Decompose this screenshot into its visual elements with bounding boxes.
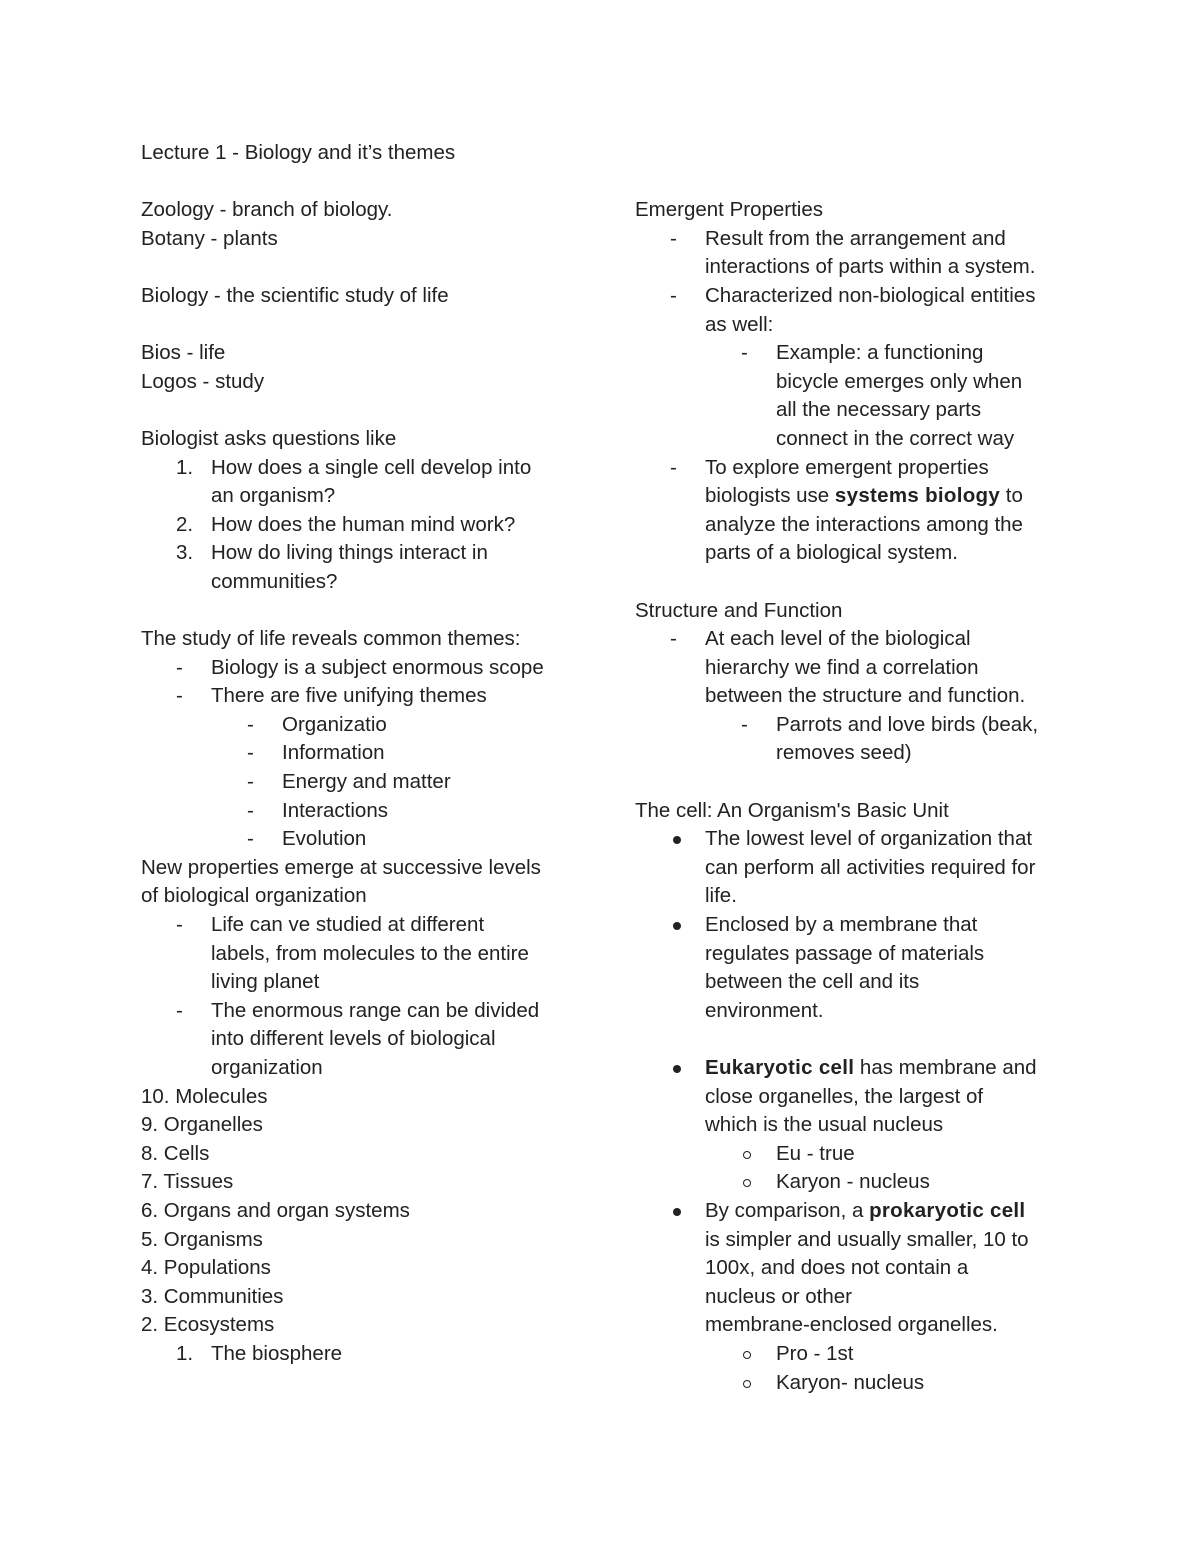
theme-item: - Organizatio [247, 712, 387, 736]
level-item: 6. Organs and organ systems [141, 1198, 410, 1222]
bullet-item: The lowest level of organization that [635, 825, 1075, 854]
biosphere-item: 1. The biosphere [176, 1341, 343, 1365]
sub-list-item-continuation: connect in the correct way [776, 426, 1015, 450]
list-item-continuation: an organism? [211, 484, 336, 508]
level-item: 2. Ecosystems [141, 1313, 275, 1337]
sub-list-item: - Parrots and love birds (beak, [741, 712, 1039, 736]
left-column [141, 139, 581, 1369]
list-item-continuation: hierarchy we find a correlation [705, 655, 979, 679]
bullet-circle-icon [743, 1380, 751, 1388]
bullet-item-continuation: which is the usual nucleus [705, 1113, 944, 1137]
levels-intro: New properties emerge at successive levels [141, 855, 541, 879]
bullet-item: By comparison, a prokaryotic cell [635, 1197, 1075, 1226]
bullet-disc-icon [673, 1065, 681, 1073]
sub-bullet-item: Pro - 1st [635, 1340, 1075, 1369]
sub-list-item: - Example: a functioning [741, 341, 984, 365]
bullet-item: Enclosed by a membrane that [635, 911, 1075, 940]
list-item: - To explore emergent properties [670, 455, 989, 479]
list-item-continuation: between the structure and function. [705, 684, 1026, 708]
list-item-continuation: living planet [211, 970, 320, 994]
list-item-continuation: organization [211, 1056, 323, 1079]
list-item-continuation: analyze the interactions among the [705, 512, 1023, 536]
bullet-item-continuation: 100x, and does not contain a [705, 1256, 969, 1280]
bullet-circle-icon [743, 1179, 751, 1187]
sub-bullet-item: Karyon- nucleus [635, 1369, 1075, 1398]
theme-item: - Interactions [247, 798, 388, 822]
bullet-item-continuation: life. [705, 884, 737, 908]
bios-line: Bios - life [141, 341, 226, 365]
list-item: - Result from the arrangement and [670, 226, 1006, 250]
sub-bullet-item: Eu - true [635, 1140, 1075, 1169]
right-column [635, 139, 1075, 1397]
sub-list-item-continuation: bicycle emerges only when [776, 369, 1023, 393]
bullet-item-continuation: between the cell and its [705, 970, 920, 994]
theme-item: - Evolution [247, 827, 367, 851]
systems-biology-term: systems biology [834, 484, 1001, 508]
sub-bullet-item: Karyon - nucleus [635, 1168, 1075, 1197]
bullet-item-continuation: can perform all activities required for [705, 855, 1036, 879]
list-item-continuation: labels, from molecules to the entire [211, 941, 529, 965]
bullet-circle-icon [743, 1351, 751, 1359]
list-item: - Characterized non-biological entities [670, 283, 1036, 307]
level-item: 4. Populations [141, 1256, 271, 1280]
cell-heading: The cell: An Organism's Basic Unit [635, 798, 949, 822]
level-item: 9. Organelles [141, 1113, 263, 1137]
bullet-item-continuation: environment. [705, 998, 824, 1022]
list-item: 3. How do living things interact in [176, 541, 488, 565]
bullet-item-continuation: is simpler and usually smaller, 10 to [705, 1227, 1029, 1251]
emergent-heading: Emergent Properties [635, 198, 824, 222]
bullet-item-continuation: membrane-enclosed organelles. [705, 1313, 998, 1337]
list-item: - At each level of the biological [670, 627, 971, 651]
bullet-item: Eukaryotic cell has membrane and [635, 1054, 1075, 1083]
level-item: 7. Tissues [141, 1170, 234, 1194]
sub-list-item-continuation: removes seed) [776, 741, 912, 765]
themes-intro: The study of life reveals common themes: [141, 627, 521, 651]
prokaryotic-cell-term: prokaryotic cell [869, 1198, 1026, 1222]
list-item: 2. How does the human mind work? [176, 512, 516, 536]
list-item: - The enormous range can be divided [176, 998, 540, 1022]
bullet-item-continuation: close organelles, the largest of [705, 1084, 984, 1108]
lecture-title: Lecture 1 - Biology and it’s themes [141, 141, 456, 164]
list-item-continuation: communities? [211, 569, 338, 593]
level-item: 3. Communities [141, 1284, 284, 1308]
botany-line: Botany - plants [141, 226, 278, 250]
list-item-continuation: into different levels of biological [211, 1027, 496, 1051]
list-item: 1. How does a single cell develop into [176, 455, 532, 479]
list-item-continuation: interactions of parts within a system. [705, 255, 1036, 279]
logos-line: Logos - study [141, 369, 265, 393]
eukaryotic-cell-term: Eukaryotic cell [705, 1056, 855, 1079]
zoology-line: Zoology - branch of biology. [141, 198, 393, 222]
list-item: - There are five unifying themes [176, 684, 487, 708]
list-item: - Life can ve studied at different [176, 913, 485, 937]
sub-list-item-continuation: all the necessary parts [776, 398, 982, 422]
list-item-continuation: as well: [705, 312, 774, 336]
biology-definition: Biology - the scientific study of life [141, 283, 449, 307]
bullet-disc-icon [673, 836, 681, 844]
bullet-item-continuation: regulates passage of materials [705, 941, 985, 965]
level-item: 8. Cells [141, 1141, 210, 1165]
level-item: 10. Molecules [141, 1084, 268, 1108]
theme-item: - Energy and matter [247, 770, 451, 794]
bullet-disc-icon [673, 1208, 681, 1216]
list-item-continuation: biologists use systems biology to [705, 484, 1023, 508]
level-item: 5. Organisms [141, 1227, 263, 1251]
levels-intro-continuation: of biological organization [141, 884, 367, 908]
questions-intro: Biologist asks questions like [141, 426, 397, 450]
theme-item: - Information [247, 741, 385, 765]
list-item: - Biology is a subject enormous scope [176, 655, 544, 679]
structure-heading: Structure and Function [635, 598, 843, 622]
list-item-continuation: parts of a biological system. [705, 541, 958, 565]
bullet-disc-icon [673, 922, 681, 930]
bullet-item-continuation: nucleus or other [705, 1284, 853, 1308]
bullet-circle-icon [743, 1151, 751, 1159]
